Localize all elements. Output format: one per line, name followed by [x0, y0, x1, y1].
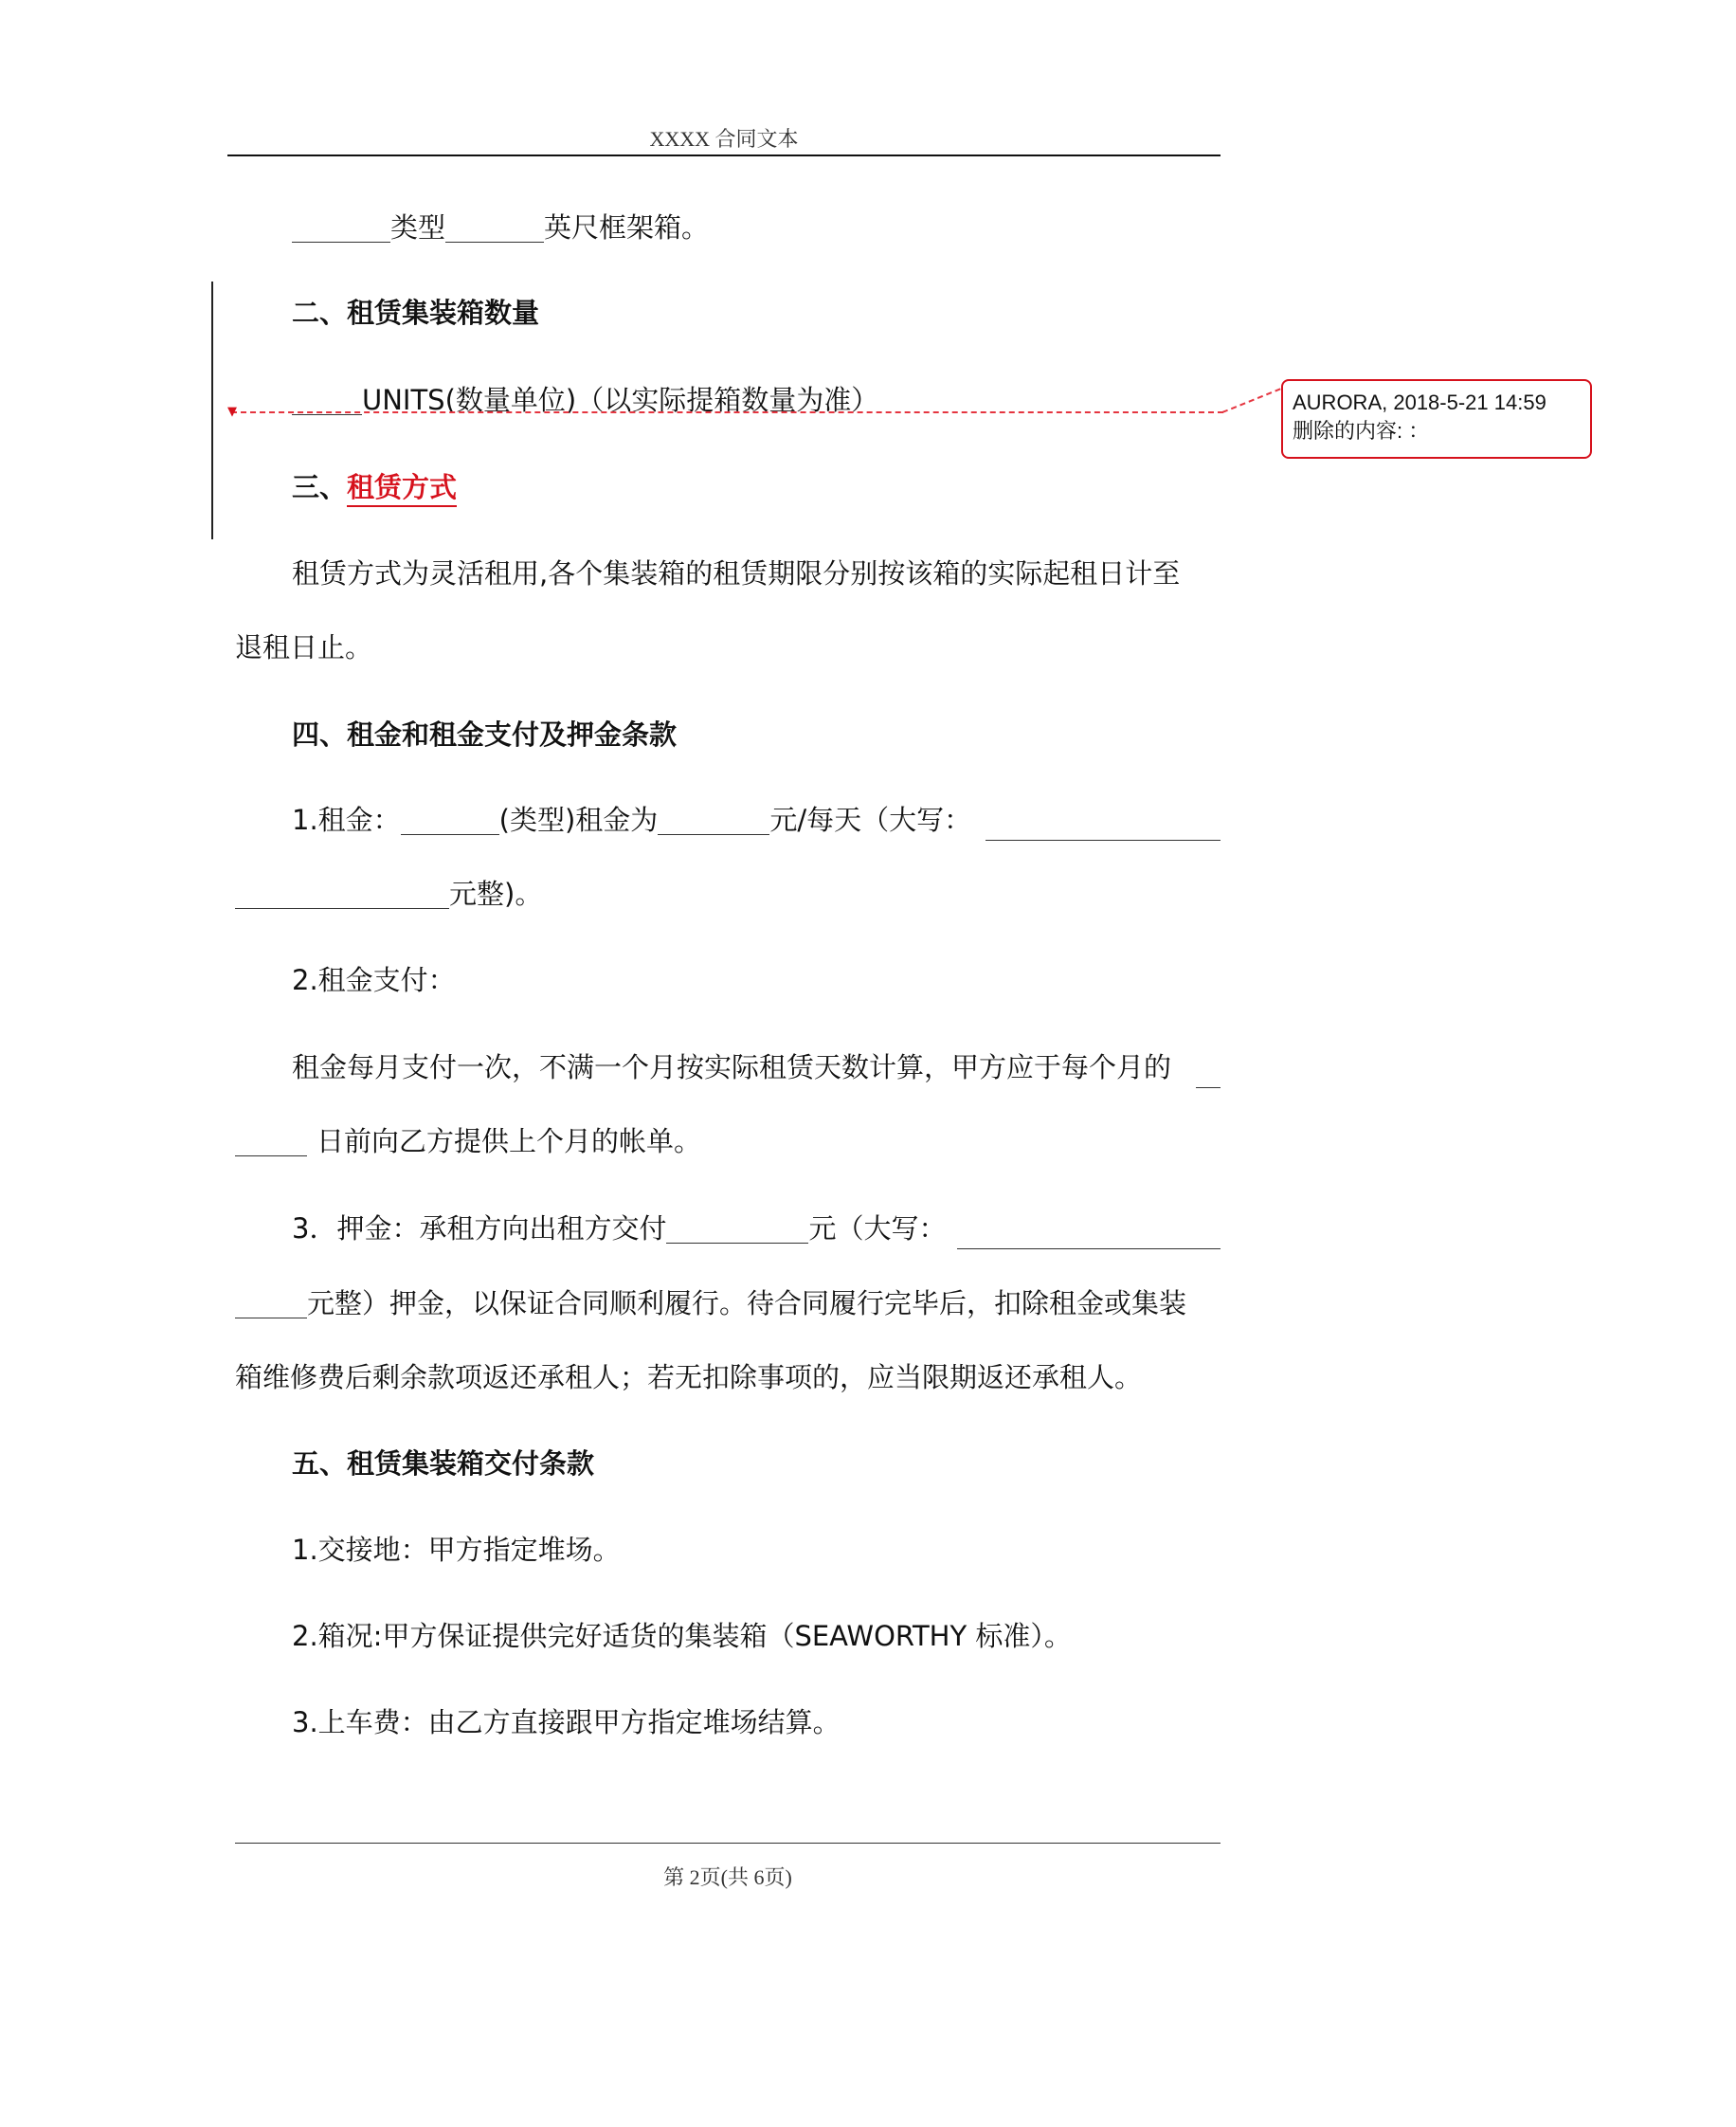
- delivery-item-3: 3.上车费：由乙方直接跟甲方指定堆场结算。: [292, 1706, 841, 1738]
- rent-label: 1.租金：: [292, 804, 401, 836]
- footer-divider: [235, 1843, 1221, 1844]
- deposit-text-2: 元整）押金，以保证合同顺利履行。待合同履行完毕后，扣除租金或集装: [307, 1287, 1187, 1319]
- page-header: XXXX 合同文本: [649, 127, 799, 151]
- deposit-line-2: [235, 1284, 1186, 1322]
- units-line: [292, 381, 878, 419]
- section-heading-4: 四、租金和租金支付及押金条款: [292, 718, 678, 751]
- blank-field: [445, 241, 544, 243]
- heading-3-prefix: 三、: [292, 471, 348, 503]
- deposit-label: 3．押金：承租方向出租方交付: [292, 1212, 667, 1245]
- blank-field: [957, 1248, 1221, 1249]
- blank-field: [666, 1242, 808, 1244]
- deletion-marker-icon: ▼: [227, 405, 237, 419]
- delivery-item-2: 2.箱况:甲方保证提供完好适货的集装箱（SEAWORTHY 标准）。: [292, 1620, 1072, 1652]
- deletion-dashed-line: [231, 411, 1223, 413]
- comment-author-date: AURORA, 2018-5-21 14:59: [1293, 391, 1546, 414]
- units-text: UNITS(数量单位)（以实际提箱数量为准）: [362, 384, 879, 416]
- blank-field: [292, 413, 362, 415]
- page-number: 第 2页(共 6页): [663, 1865, 792, 1889]
- heading-3-title-inserted: 租赁方式: [347, 471, 457, 507]
- blank-field: [401, 833, 499, 835]
- blank-field: [235, 907, 449, 909]
- rent-line-2: [235, 875, 542, 913]
- deposit-line-3: 箱维修费后剩余款项返还承租人；若无扣除事项的，应当限期返还承租人。: [235, 1361, 1143, 1393]
- revision-comment[interactable]: [1281, 379, 1592, 459]
- header-divider: [227, 155, 1221, 156]
- comment-content: 删除的内容: ：: [1293, 419, 1430, 443]
- comment-connector: [1222, 387, 1289, 417]
- rent-yuan-whole: 元整)。: [449, 878, 543, 910]
- rent-payment-para-2: 日前向乙方提供上个月的帐单。: [316, 1125, 702, 1157]
- text-type: 类型: [390, 211, 446, 244]
- text-feet-frame: 英尺框架箱。: [544, 211, 710, 244]
- deposit-line-1: [292, 1209, 946, 1247]
- blank-field: [658, 833, 769, 835]
- deposit-yuan-text: 元（大写：: [808, 1212, 947, 1245]
- section-heading-5: 五、租赁集装箱交付条款: [292, 1447, 595, 1480]
- paragraph-rent-method-1: 租赁方式为灵活租用,各个集装箱的租赁期限分别按该箱的实际起租日计至: [292, 557, 1181, 590]
- rent-payment-label: 2.租金支付：: [292, 964, 456, 996]
- blank-field: [986, 840, 1221, 841]
- section-heading-3: [292, 468, 457, 506]
- change-bar: [211, 282, 213, 539]
- blank-field: [235, 1317, 307, 1318]
- line-container-type: [292, 209, 709, 246]
- section-heading-2: 二、租赁集装箱数量: [292, 297, 540, 329]
- blank-field: [235, 1154, 307, 1156]
- rent-payment-para-2-line: [235, 1122, 701, 1160]
- blank-field: [1196, 1087, 1221, 1088]
- paragraph-rent-method-2: 退租日止。: [235, 631, 373, 664]
- rent-line: [292, 801, 971, 839]
- rent-payment-para-1: 租金每月支付一次，不满一个月按实际租赁天数计算，甲方应于每个月的: [292, 1051, 1172, 1083]
- delivery-item-1: 1.交接地：甲方指定堆场。: [292, 1534, 621, 1566]
- blank-field: [292, 241, 390, 243]
- rent-type-text: (类型)租金为: [498, 804, 659, 836]
- rent-per-day-text: 元/每天（大写：: [769, 804, 972, 836]
